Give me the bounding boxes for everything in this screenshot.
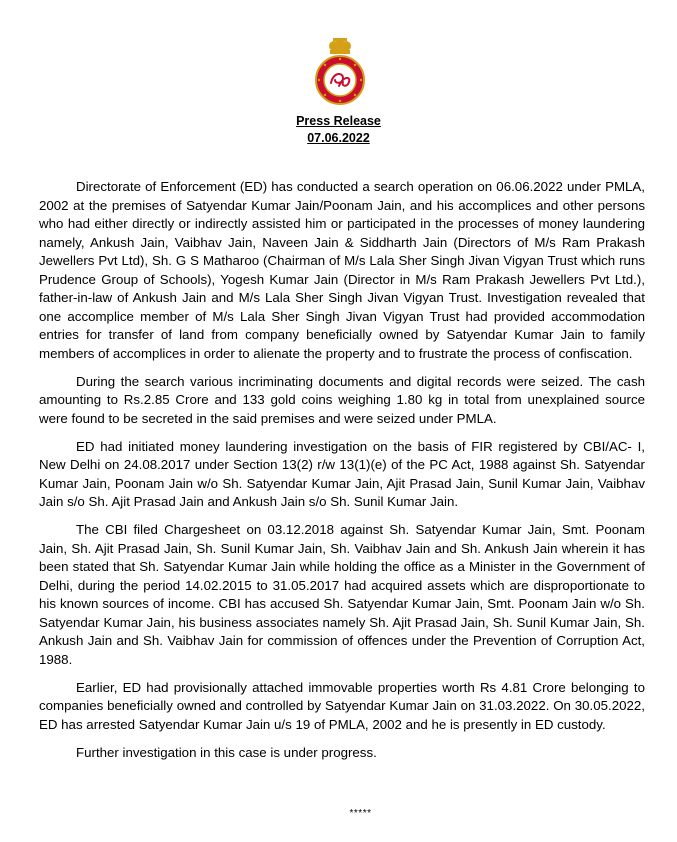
paragraph-search-operation: Directorate of Enforcement (ED) has conducted a search operation on 06.06.2022 under PMLA, 2002 at the premises of Satyendar Kumar Jain/Poonam Jain, and his accomplices and other persons who had either directly or indirectly assisted him or participated in the processes of money laundering namely, Ankush Jain, Vaibhav Jain, Naveen Jain & Siddharth Jain (Directors of M/s Ram Prakash Jewellers Pvt Ltd), Sh. G S Matharoo (Chairman of M/s Lala Sher Singh Jivan Vigyan Trust which runs Prudence Group of Schools), Yogesh Kumar Jain (Director in M/s Ram Prakash Jewellers Pvt Ltd.), father-in-law of Ankush Jain and M/s Lala Sher Singh Jivan Vigyan Trust. Investigation revealed that one accomplice member of M/s Lala Sher Singh Jivan Vigyan Trust had provided accommodation entries for transfer of land from company beneficially owned by Satyendar Kumar Jain to family members of accomplices in order to alienate the property and to frustrate the process of confiscation. bbox=[39, 179, 645, 361]
paragraph-seizure: During the search various incriminating documents and digital records were seized. The cash amounting to Rs.2.85 Crore and 133 gold coins weighing 1.80 kg in total from unexplained source were found to be secreted in the said premises and were seized under PMLA. bbox=[39, 373, 645, 426]
press-release-body bbox=[39, 178, 645, 772]
paragraph-chargesheet: The CBI filed Chargesheet on 03.12.2018 against Sh. Satyendar Kumar Jain, Smt. Poonam Jain, Sh. Ajit Prasad Jain, Sh. Sunil Kumar Jain, Sh. Vaibhav Jain and Sh. Ankush Jain wherein it has been stated that Sh. Satyendar Kumar Jain while holding the office as a Minister in the Government of Delhi, during the period 14.02.2015 to 31.05.2017 had acquired assets which are disproportionate to his known sources of income. CBI has accused Sh. Satyendar Kumar Jain, Smt. Poonam Jain w/o Sh. Satyendar Kumar Jain, his business associates namely Sh. Ajit Prasad Jain, Sh. Sunil Kumar Jain, Sh. Ankush Jain and Sh. Vaibhav Jain for commission of offences under the Prevention of Corruption Act, 1988. bbox=[39, 522, 645, 667]
ed-emblem-icon bbox=[313, 36, 367, 108]
end-mark: ***** bbox=[349, 808, 372, 819]
paragraph-attachment-arrest: Earlier, ED had provisionally attached immovable properties worth Rs 4.81 Crore belonging to companies beneficially owned and controlled by Satyendar Kumar Jain on 31.03.2022. On 30.05.2022, ED has arrested Satyendar Kumar Jain u/s 19 of PMLA, 2002 and he is presently in ED custody. bbox=[39, 679, 645, 732]
page-title: Press Release bbox=[296, 114, 381, 128]
paragraph-further-investigation: Further investigation in this case is under progress. bbox=[76, 744, 377, 760]
release-date: 07.06.2022 bbox=[307, 131, 370, 145]
paragraph-fir: ED had initiated money laundering investigation on the basis of FIR registered by CBI/AC- I, New Delhi on 24.08.2017 under Section 13(2) r/w 13(1)(e) of the PC Act, 1988 against Sh. Satyendar Kumar Jain, Poonam Jain w/o Sh. Satyendar Kumar Jain, Ajit Prasad Jain, Sunil Kumar Jain, Vaibhav Jain s/o Sh. Ajit Prasad Jain and Ankush Jain s/o Sh. Sunil Kumar Jain. bbox=[39, 438, 645, 509]
